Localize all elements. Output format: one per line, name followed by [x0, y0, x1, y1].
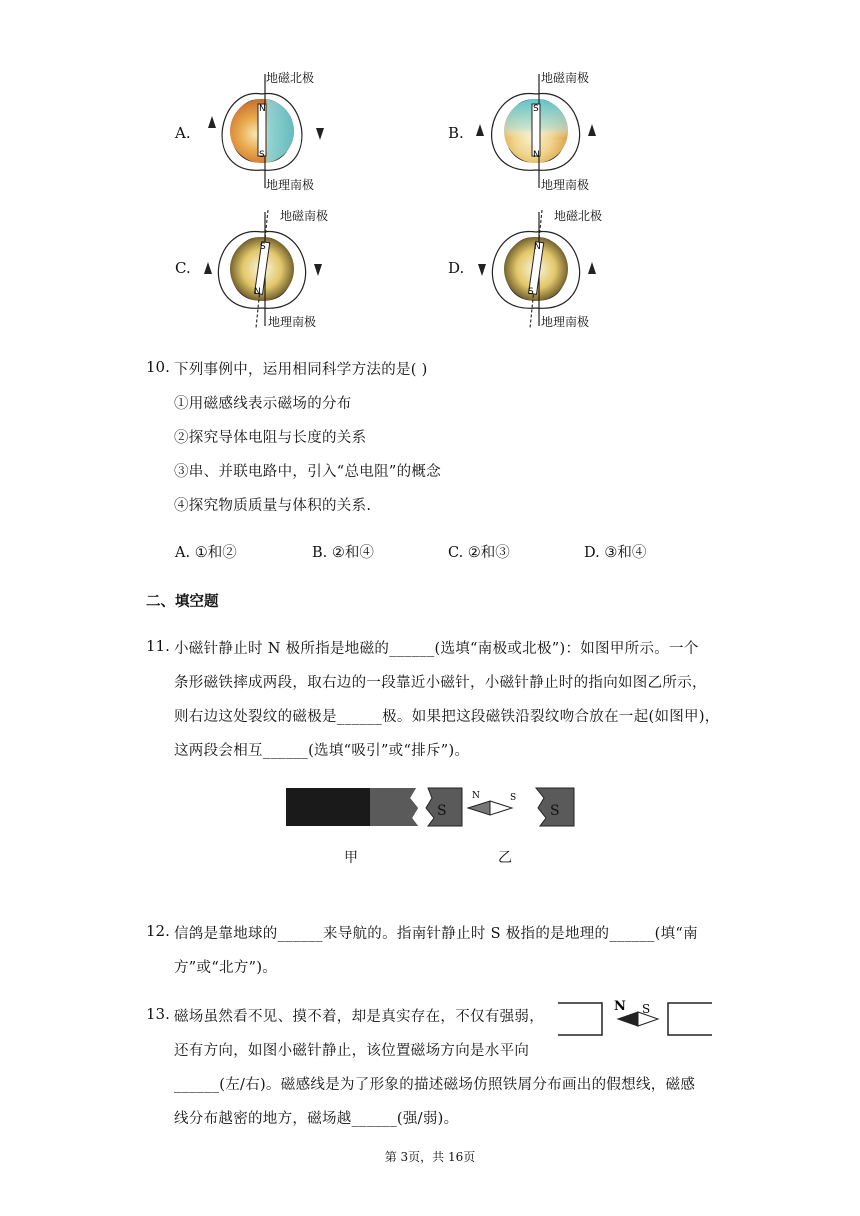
option-c-label: C.	[175, 259, 191, 277]
option-d-label: D.	[448, 259, 465, 277]
option-a-top-label: 地磁北极	[266, 71, 315, 85]
option-d-top-label: 地磁北极	[554, 209, 603, 223]
question-10-choice-b: B. ②和④	[312, 545, 374, 561]
question-10-item-3: ③串、并联电路中，引入“总电阻”的概念	[174, 464, 442, 480]
option-b-top-label: 地磁南极	[541, 71, 590, 85]
svg-text:S: S	[642, 1002, 651, 1016]
figure-caption-jia: 甲	[344, 850, 358, 866]
question-12-line-2: 方”或“北方”)。	[174, 960, 278, 976]
question-10-stem: 下列事例中，运用相同科学方法的是( )	[174, 362, 428, 378]
svg-text:S: S	[259, 150, 265, 160]
svg-text:S: S	[510, 793, 517, 803]
svg-text:S: S	[533, 104, 539, 114]
svg-text:N: N	[614, 999, 626, 1014]
svg-text:S: S	[550, 803, 560, 819]
svg-text:S: S	[528, 287, 534, 297]
option-b-label: B.	[448, 124, 464, 142]
section-heading: 二、填空题	[146, 594, 219, 610]
question-11-line-1: 小磁针静止时 N 极所指是地磁的______(选填“南极或北极”)：如图甲所示。一个	[174, 641, 699, 657]
question-10-choice-a: A. ①和②	[175, 545, 237, 561]
question-13-number: 13.	[146, 1005, 170, 1023]
svg-text:N: N	[254, 287, 261, 297]
svg-text:N: N	[534, 242, 541, 252]
question-13-line-4: 线分布越密的地方，磁场越______(强/弱)。	[174, 1111, 459, 1127]
option-a-label: A.	[175, 124, 191, 142]
question-13-line-1: 磁场虽然看不见、摸不着，却是真实存在，不仅有强弱，	[174, 1009, 544, 1025]
question-12-line-1: 信鸽是靠地球的______来导航的。指南针静止时 S 极指的是地理的______(填“南	[174, 926, 698, 942]
option-c-bottom-label: 地理南极	[268, 315, 317, 329]
figure-caption-yi: 乙	[498, 850, 512, 866]
svg-text:S: S	[437, 803, 447, 819]
question-10-item-4: ④探究物质质量与体积的关系.	[174, 498, 372, 514]
question-11-line-3: 则右边这处裂纹的磁极是______极。如果把这段磁铁沿裂纹吻合放在一起(如图甲)，	[174, 709, 720, 725]
option-d-bottom-label: 地理南极	[541, 315, 590, 329]
page-footer: 第 3页，共 16页	[384, 1150, 476, 1164]
question-10-item-1: ①用磁感线表示磁场的分布	[174, 396, 352, 412]
svg-text:N: N	[472, 791, 480, 801]
question-11-number: 11.	[146, 637, 170, 655]
svg-text:S: S	[260, 242, 266, 252]
svg-text:N: N	[533, 150, 540, 160]
broken-magnet-figure	[286, 784, 586, 830]
option-a-bottom-label: 地理南极	[266, 178, 315, 192]
question-11-line-4: 这两段会相互______(选填“吸引”或“排斥”)。	[174, 743, 470, 759]
question-10-item-2: ②探究导体电阻与长度的关系	[174, 430, 367, 446]
question-12-number: 12.	[146, 922, 170, 940]
question-10-number: 10.	[146, 358, 170, 376]
svg-text:N: N	[259, 104, 266, 114]
option-b-bottom-label: 地理南极	[541, 178, 590, 192]
question-10-choice-c: C. ②和③	[448, 545, 510, 561]
question-10-choice-d: D. ③和④	[584, 545, 647, 561]
question-13-line-2: 还有方向，如图小磁针静止，该位置磁场方向是水平向	[174, 1043, 530, 1059]
magnets-needle-figure	[556, 995, 716, 1041]
question-13-line-3: ______(左/右)。磁感线是为了形象的描述磁场仿照铁屑分布画出的假想线，磁感	[174, 1077, 696, 1093]
option-c-top-label: 地磁南极	[280, 209, 329, 223]
question-11-line-2: 条形磁铁摔成两段，取右边的一段靠近小磁针，小磁针静止时的指向如图乙所示，	[174, 675, 707, 691]
